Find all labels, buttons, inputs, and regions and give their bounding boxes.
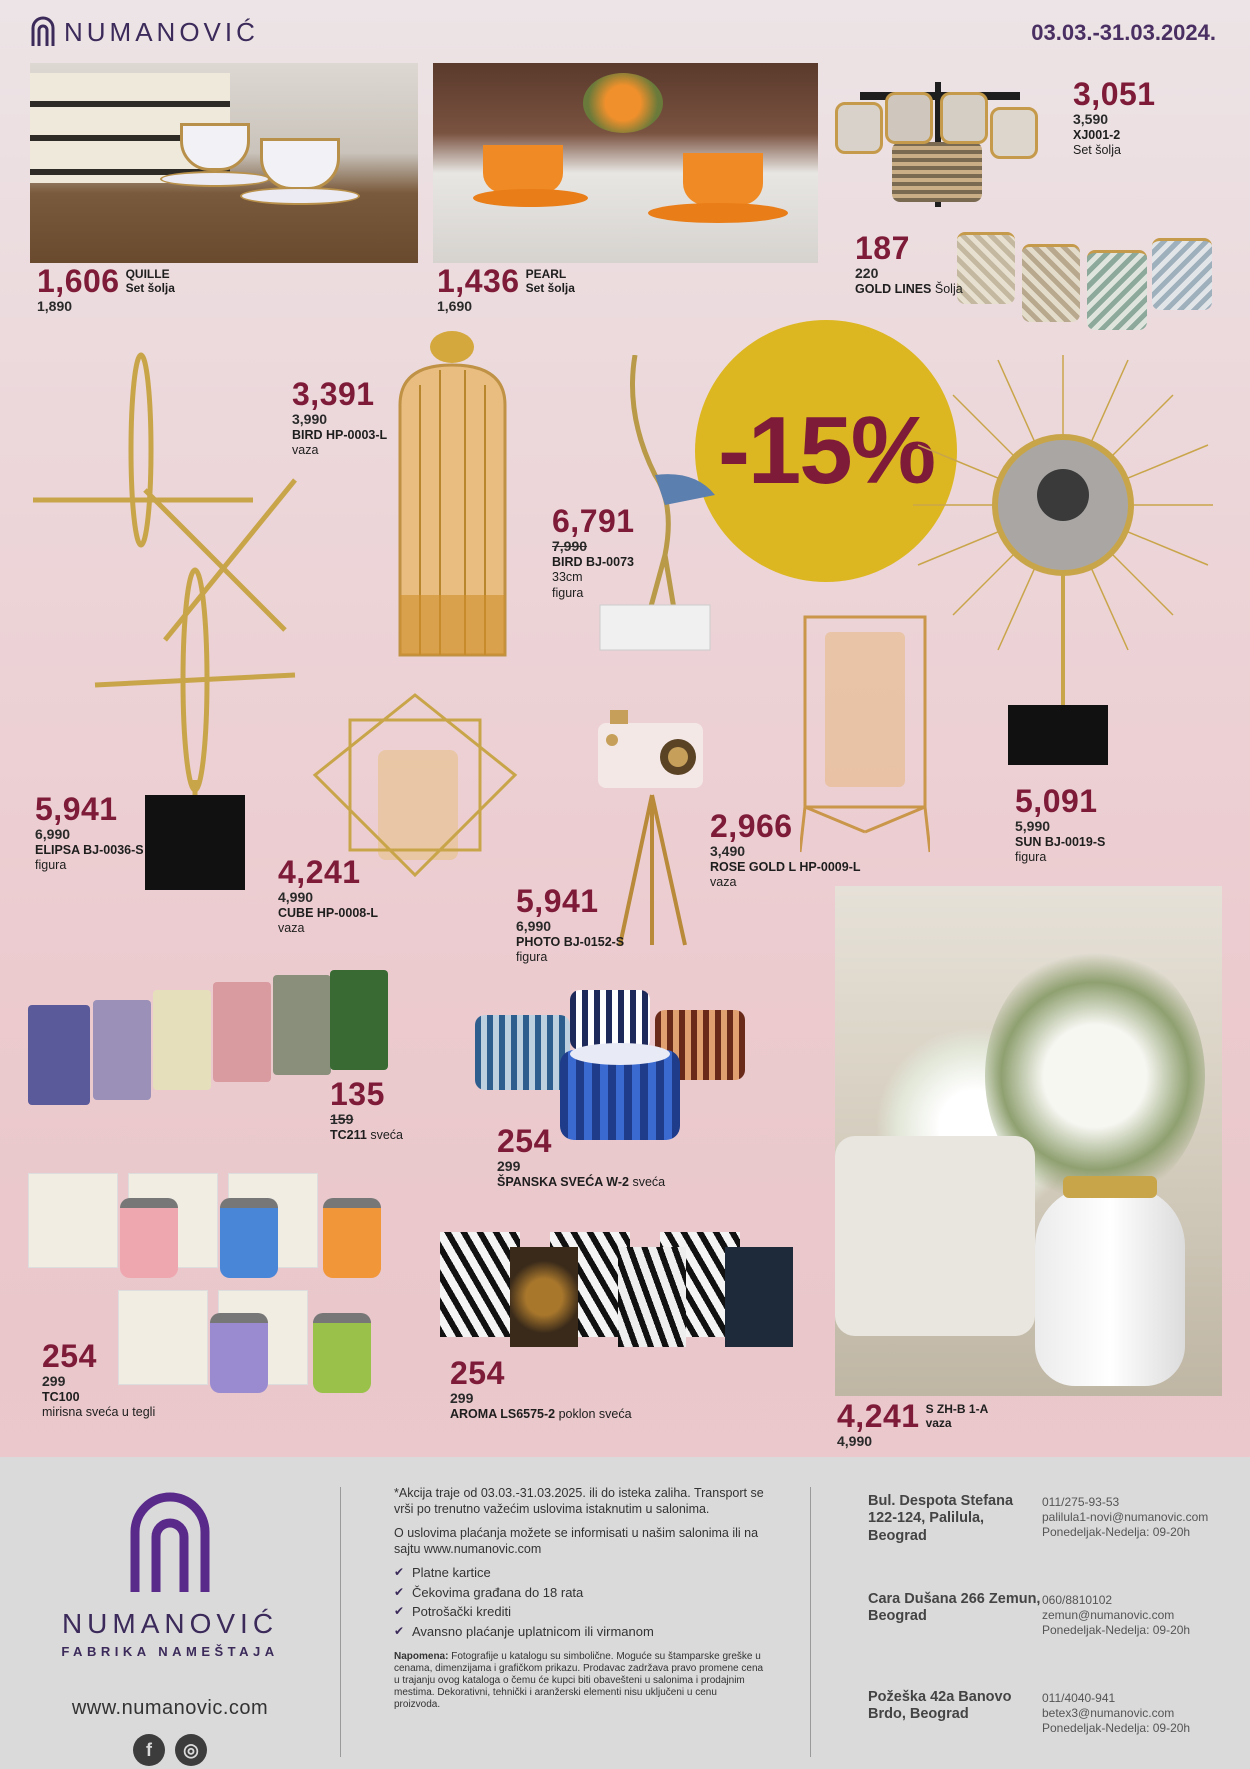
store-address: Cara Dušana 266 Zemun, Beograd xyxy=(868,1591,1041,1625)
gold-lines-price-block xyxy=(855,232,963,296)
tc100-desc: mirisna sveća u tegli xyxy=(42,1404,156,1419)
store-phone[interactable]: 011/4040-941 xyxy=(1042,1691,1116,1705)
aroma-old-price: 299 xyxy=(450,1390,474,1406)
xj001-name: XJ001-2 xyxy=(1073,128,1121,142)
footer-disclaimer xyxy=(394,1651,764,1712)
footer-divider-left xyxy=(340,1487,341,1757)
szh-desc: vaza xyxy=(925,1415,952,1430)
rose-gold-price: 2,966 xyxy=(710,808,793,844)
bird-vase-illustration xyxy=(390,325,515,665)
cube-name: CUBE HP-0008-L xyxy=(278,906,379,920)
footer-tagline: FABRIKA NAMEŠTAJA xyxy=(61,1644,279,1659)
quille-price-block xyxy=(37,265,175,313)
aroma-candles-photo xyxy=(440,1232,800,1350)
cube-vase-illustration xyxy=(310,690,520,880)
payment-method-item: ✔ Avansno plaćanje uplatnicom ili virmanom xyxy=(394,1624,764,1641)
sun-name: SUN BJ-0019-S xyxy=(1015,835,1106,849)
disclaimer-text: Fotografije u katalogu su simbolične. Moguće su štamparske greške u cenama, dimenzijama i grafičkom prikazu. Prodavac zadržava pravo promene cena u trajanju ovog kataloga o čemu će kupci biti obavešteni u salonima i prodajnim mestima. Dekorativni, tehnički i aranžerski elementi nisu uključeni u cenu proizvoda. xyxy=(394,1650,764,1711)
social-links xyxy=(50,1734,290,1766)
photo-old-price: 6,990 xyxy=(516,918,552,934)
szh-price: 4,241 xyxy=(837,1398,920,1434)
tc211-old-price: 159 xyxy=(330,1111,354,1127)
store-address: Bul. Despota Stefana 122-124, Palilula, Beograd xyxy=(868,1493,1014,1544)
tc100-price: 254 xyxy=(42,1338,97,1374)
store-hours: Ponedeljak-Nedelja: 09-20h xyxy=(1042,1525,1191,1539)
header-brand-name: NUMANOVIĆ xyxy=(64,16,259,47)
promo-date-range: 03.03.-31.03.2024. xyxy=(1031,20,1216,45)
footer-brand-name: NUMANOVIĆ xyxy=(61,1608,279,1639)
instagram-icon[interactable]: ◎ xyxy=(175,1734,207,1766)
rose-gold-price-block xyxy=(710,810,861,890)
bird-vase-price-block xyxy=(292,378,387,458)
cube-price: 4,241 xyxy=(278,854,361,890)
aroma-name: AROMA LS6575-2 xyxy=(450,1407,556,1421)
szh-name: S ZH-B 1-A xyxy=(925,1402,989,1416)
cube-desc: vaza xyxy=(278,920,305,935)
footer-brand-logo-icon xyxy=(120,1487,220,1597)
cube-price-block xyxy=(278,856,378,936)
store-address: Požeška 42a Banovo Brdo, Beograd xyxy=(868,1689,1012,1723)
spanska-old-price: 299 xyxy=(497,1158,521,1174)
footer xyxy=(0,1457,1250,1769)
pearl-name: PEARL xyxy=(525,267,567,281)
tc211-desc: sveća xyxy=(370,1128,403,1142)
aroma-price-block xyxy=(450,1357,632,1421)
elipsa-old-price: 6,990 xyxy=(35,826,71,842)
cube-old-price: 4,990 xyxy=(278,889,314,905)
quille-cups-photo xyxy=(30,63,418,263)
photo-desc: figura xyxy=(516,949,548,964)
rose-gold-desc: vaza xyxy=(710,874,737,889)
footer-divider-right xyxy=(810,1487,811,1757)
store-phone[interactable]: 060/8810102 xyxy=(1042,1593,1113,1607)
store-item xyxy=(868,1591,1228,1661)
aroma-price: 254 xyxy=(450,1355,505,1391)
spanska-price: 254 xyxy=(497,1123,552,1159)
bird-figure-name: BIRD BJ-0073 xyxy=(552,555,634,569)
sun-old-price: 5,990 xyxy=(1015,818,1051,834)
header-logo[interactable] xyxy=(28,16,259,48)
quille-desc: Set šolja xyxy=(125,280,175,295)
store-item xyxy=(868,1689,1228,1759)
xj001-price: 3,051 xyxy=(1073,76,1156,112)
spanska-candles-photo xyxy=(470,985,750,1145)
discount-badge-text: -15% xyxy=(717,397,935,504)
xj001-price-block xyxy=(1073,78,1156,158)
elipsa-name: ELIPSA BJ-0036-S xyxy=(35,843,144,857)
facebook-icon[interactable]: f xyxy=(133,1734,165,1766)
gold-lines-desc: Šolja xyxy=(934,282,963,296)
elipsa-price-block xyxy=(35,793,144,873)
bird-figure-desc: figura xyxy=(552,585,584,600)
xj001-old-price: 3,590 xyxy=(1073,111,1109,127)
sun-mirror-illustration xyxy=(898,350,1228,770)
gold-lines-price: 187 xyxy=(855,230,910,266)
aroma-desc: poklon sveća xyxy=(558,1407,632,1421)
bird-vase-price: 3,391 xyxy=(292,376,375,412)
store-email[interactable]: betex3@numanovic.com xyxy=(1042,1706,1175,1720)
photo-price: 5,941 xyxy=(516,883,599,919)
spanska-name: ŠPANSKA SVEĆA W-2 xyxy=(497,1175,629,1189)
payment-method-item: ✔ Platne kartice xyxy=(394,1565,764,1582)
photo-price-block xyxy=(516,885,624,965)
xj001-desc: Set šolja xyxy=(1073,142,1121,157)
pearl-price-block xyxy=(437,265,575,313)
rose-gold-name: ROSE GOLD L HP-0009-L xyxy=(710,860,861,874)
sun-price-block xyxy=(1015,785,1105,865)
spanska-price-block xyxy=(497,1125,665,1189)
disclaimer-label: Napomena: xyxy=(394,1650,449,1662)
quille-name: QUILLE xyxy=(125,267,170,281)
quille-price: 1,606 xyxy=(37,263,120,299)
bird-vase-name: BIRD HP-0003-L xyxy=(292,428,388,442)
footer-info xyxy=(394,1485,764,1711)
pearl-desc: Set šolja xyxy=(525,280,575,295)
bird-vase-desc: vaza xyxy=(292,442,319,457)
payment-method-item: ✔ Čekovima građana do 18 rata xyxy=(394,1585,764,1602)
footer-website-link[interactable]: www.numanovic.com xyxy=(71,1697,269,1719)
bird-figure-old-price: 7,990 xyxy=(552,538,588,554)
elipsa-price: 5,941 xyxy=(35,791,118,827)
store-email[interactable]: palilula1-novi@numanovic.com xyxy=(1042,1510,1209,1524)
payment-methods-list xyxy=(394,1565,764,1641)
photo-name: PHOTO BJ-0152-S xyxy=(516,935,625,949)
store-list xyxy=(868,1493,1228,1769)
szh-price-block xyxy=(837,1400,988,1448)
bird-figure-size: 33cm xyxy=(552,569,583,584)
bird-figure-price-block xyxy=(552,505,635,601)
sun-desc: figura xyxy=(1015,849,1047,864)
tc100-price-block xyxy=(42,1340,155,1420)
payment-method-item: ✔ Potrošački krediti xyxy=(394,1604,764,1621)
bird-figure-price: 6,791 xyxy=(552,503,635,539)
store-item xyxy=(868,1493,1228,1563)
tc211-name: TC211 xyxy=(330,1128,367,1142)
elipsa-desc: figura xyxy=(35,857,67,872)
szh-vase-flowers-photo xyxy=(835,886,1222,1396)
footer-logo xyxy=(50,1487,290,1766)
spanska-desc: sveća xyxy=(632,1175,666,1189)
xj001-cups-photo xyxy=(830,62,1045,212)
gold-lines-mugs-photo xyxy=(952,222,1224,337)
pearl-old-price: 1,690 xyxy=(437,298,473,314)
pearl-cups-photo xyxy=(433,63,818,263)
store-phone[interactable]: 011/275-93-53 xyxy=(1042,1495,1120,1509)
bird-vase-old-price: 3,990 xyxy=(292,411,328,427)
szh-old-price: 4,990 xyxy=(837,1433,873,1449)
sun-price: 5,091 xyxy=(1015,783,1098,819)
gold-lines-name: GOLD LINES xyxy=(855,282,932,296)
quille-old-price: 1,890 xyxy=(37,298,73,314)
tc100-old-price: 299 xyxy=(42,1373,66,1389)
footer-notice-1: *Akcija traje od 03.03.-31.03.2025. ili do isteka zaliha. Transport se vrši po trenutno važećim uslovima istaknutim u salonima. xyxy=(394,1486,764,1516)
store-hours: Ponedeljak-Nedelja: 09-20h xyxy=(1042,1721,1191,1735)
tc100-name: TC100 xyxy=(42,1390,80,1404)
gold-lines-old-price: 220 xyxy=(855,265,879,281)
store-email[interactable]: zemun@numanovic.com xyxy=(1042,1608,1175,1622)
rose-gold-old-price: 3,490 xyxy=(710,843,746,859)
brand-logo-icon xyxy=(28,16,58,48)
store-hours: Ponedeljak-Nedelja: 09-20h xyxy=(1042,1623,1191,1637)
footer-notice-2: O uslovima plaćanja možete se informisati u našim salonima ili na sajtu www.numanovic.com xyxy=(394,1526,759,1556)
tc211-price: 135 xyxy=(330,1076,385,1112)
pearl-price: 1,436 xyxy=(437,263,520,299)
tc211-price-block xyxy=(330,1078,403,1142)
